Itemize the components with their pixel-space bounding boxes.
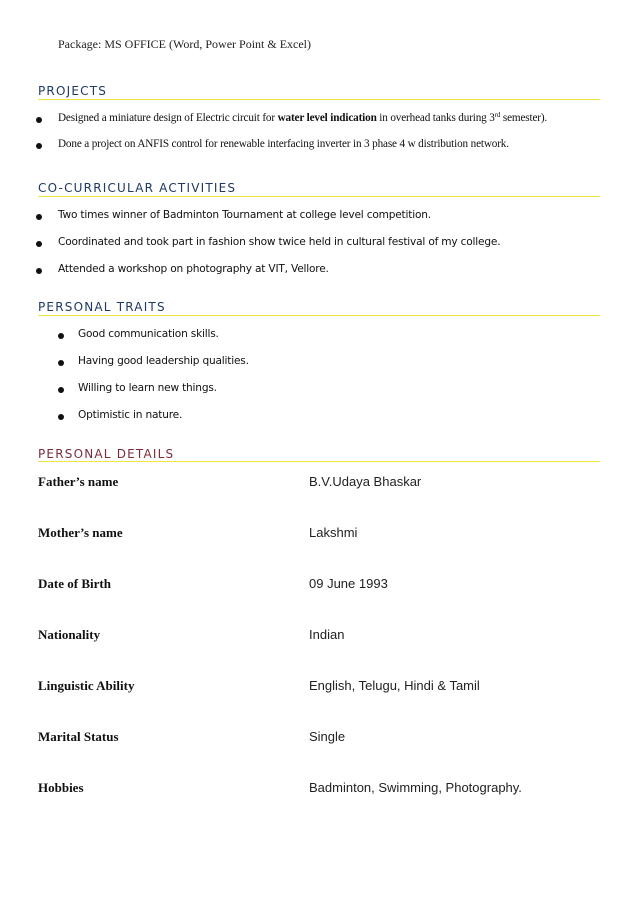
bullet-icon — [58, 387, 64, 393]
bullet-icon — [36, 214, 42, 220]
traits-rule — [38, 315, 600, 316]
detail-value: English, Telugu, Hindi & Tamil — [309, 678, 480, 693]
project-item-2: Done a project on ANFIS control for renewable interfacing inverter in 3 phase 4 w distribution network. — [58, 138, 509, 150]
detail-label: Father’s name — [38, 474, 119, 489]
trait-item: Good communication skills. — [78, 328, 219, 340]
co-curricular-heading: CO-CURRICULAR ACTIVITIES — [38, 181, 237, 195]
package-line: Package: MS OFFICE (Word, Power Point & Excel) — [58, 37, 312, 51]
bullet-icon — [58, 333, 64, 339]
bullet-icon — [36, 268, 42, 274]
activity-item: Two times winner of Badminton Tournament at college level competition. — [58, 209, 431, 221]
detail-value: Indian — [309, 627, 345, 642]
projects-rule — [38, 99, 600, 100]
detail-value: Lakshmi — [309, 525, 358, 540]
personal-details-heading: PERSONAL DETAILS — [38, 447, 175, 461]
bullet-icon — [58, 360, 64, 366]
projects-heading: PROJECTS — [38, 84, 108, 98]
detail-value: 09 June 1993 — [309, 576, 388, 591]
detail-label: Nationality — [38, 627, 101, 642]
trait-item: Willing to learn new things. — [78, 382, 217, 394]
traits-heading: PERSONAL TRAITS — [38, 300, 166, 314]
project-item-1: Designed a miniature design of Electric circuit for water level indication in overhead tanks during 3rd semester). — [58, 111, 548, 124]
detail-label: Marital Status — [38, 729, 119, 744]
detail-label: Mother’s name — [38, 525, 123, 540]
trait-item: Optimistic in nature. — [78, 409, 183, 421]
personal-details-rule — [38, 461, 600, 462]
bullet-icon — [58, 414, 64, 420]
activity-item: Coordinated and took part in fashion show twice held in cultural festival of my college. — [58, 236, 501, 248]
project-highlight: water level indication — [277, 112, 377, 124]
detail-label: Linguistic Ability — [38, 678, 135, 693]
bullet-icon — [36, 143, 42, 149]
detail-value: Single — [309, 729, 346, 744]
detail-label: Date of Birth — [38, 576, 111, 591]
co-curricular-rule — [38, 196, 600, 197]
detail-value: B.V.Udaya Bhaskar — [309, 474, 422, 489]
bullet-icon — [36, 241, 42, 247]
trait-item: Having good leadership qualities. — [78, 355, 249, 367]
bullet-icon — [36, 117, 42, 123]
detail-label: Hobbies — [38, 780, 84, 795]
activity-item: Attended a workshop on photography at VIT, Vellore. — [58, 263, 329, 275]
detail-value: Badminton, Swimming, Photography. — [309, 780, 522, 795]
